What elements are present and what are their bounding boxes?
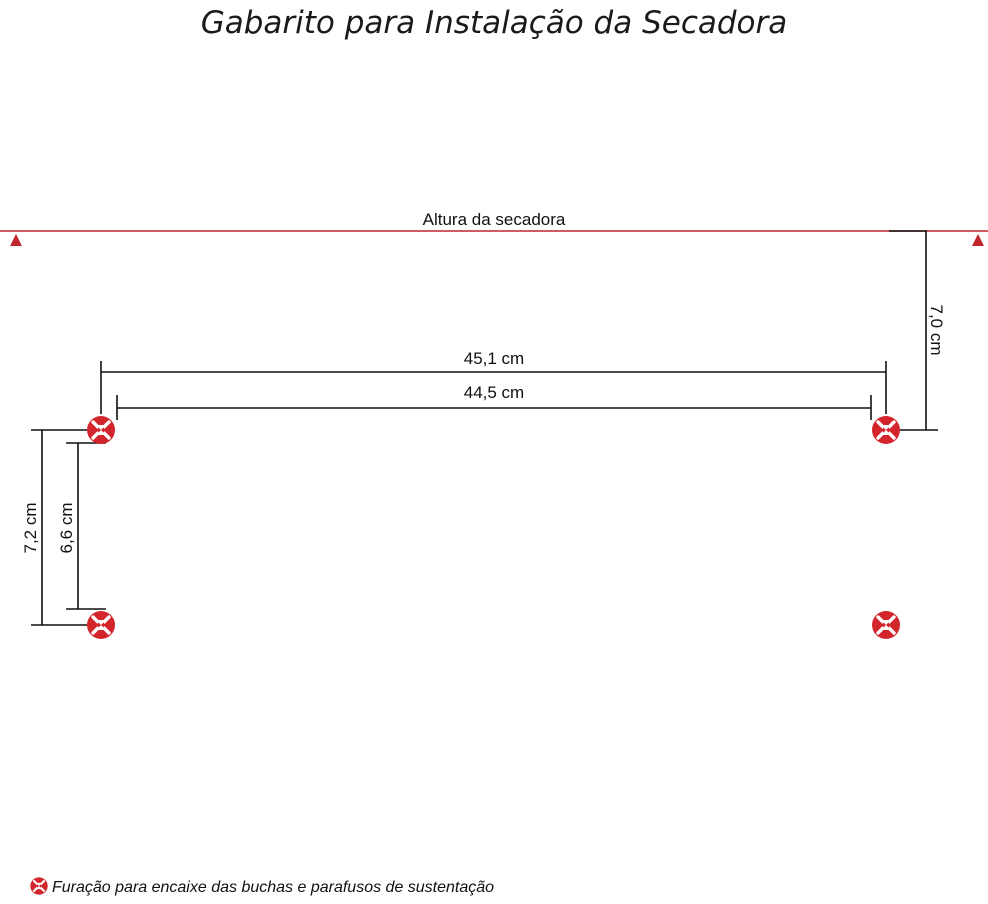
outer-height-label: 7,2 cm: [21, 502, 40, 554]
top-offset-label: 7,0 cm: [927, 304, 946, 356]
outer-width-label: 45,1 cm: [463, 349, 525, 368]
dryer-height-line: [0, 231, 988, 246]
inner-width-label: 44,5 cm: [463, 383, 525, 402]
dryer-height-label: Altura da secadora: [422, 210, 566, 229]
legend-drill-hole-icon: [30, 877, 47, 894]
legend-text: Furação para encaixe das buchas e parafusos de sustentação: [52, 879, 495, 896]
drill-hole-icon: [872, 416, 900, 444]
height-marker-left-icon: [10, 234, 22, 246]
drill-hole-icon: [87, 611, 115, 639]
drill-hole-icon: [872, 611, 900, 639]
page-title: Gabarito para Instalação da Secadora: [200, 5, 788, 41]
drill-hole-icon: [87, 416, 115, 444]
height-marker-right-icon: [972, 234, 984, 246]
inner-height-label: 6,6 cm: [57, 502, 76, 554]
legend: [30, 877, 494, 896]
